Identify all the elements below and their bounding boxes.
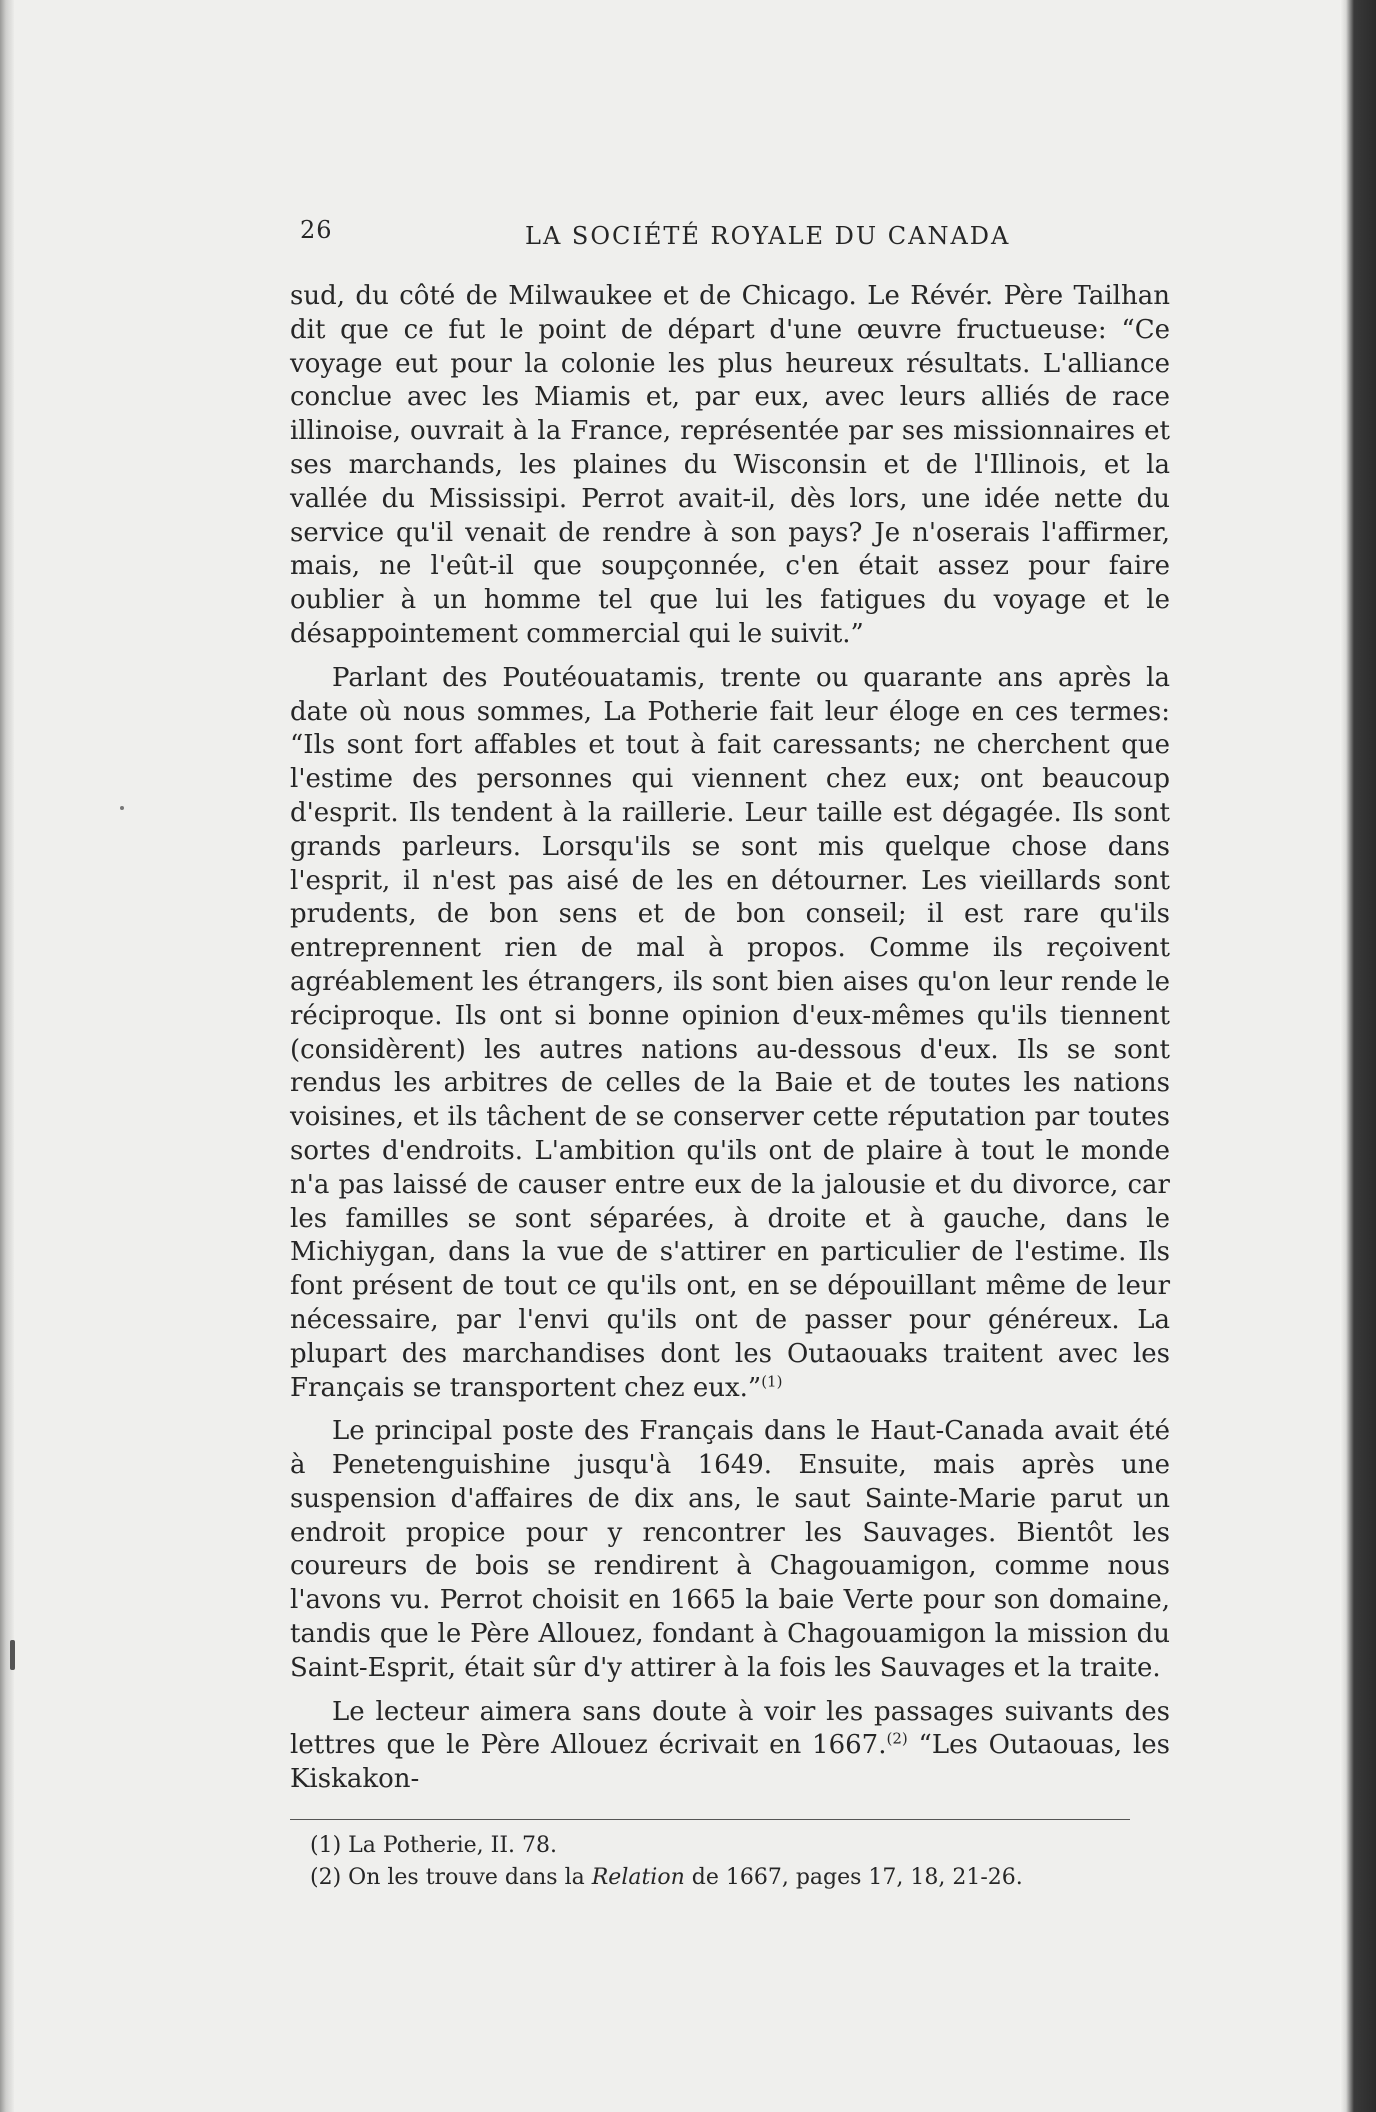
scan-speck [10,1640,15,1670]
footnote-marker: (1) [310,1833,342,1859]
scan-speck [120,806,124,810]
paragraph-1: sud, du côté de Milwaukee et de Chicago. Le Révér. Père Tailhan dit que ce fut le point de départ d'une œuvre fructueuse: “Ce voyage eut pour la colonie les plus heureux résultats. L'alliance conclue avec les Miamis et, par eux, avec leurs alliés de race illinoise, ouvrait à la France, représentée par ses missionnaires et ses marchands, les plaines du Wisconsin et de l'Illinois, et la vallée du Mississipi. Perrot avait-il, dès lors, une idée nette du service qu'il venait de rendre à son pays? Je n'oserais l'affirmer, mais, ne l'eût-il que soupçonnée, c'en était assez pour faire oublier à un homme tel que lui les fatigues du voyage et le désappointement commercial qui le suivit.” [290,281,1170,649]
footnote-ref-2: (2) [886,1729,908,1748]
paragraph-4-continuation: “Les Outaouas, les Kiskakon- [290,1730,1170,1795]
page-header [290,200,1170,252]
body-text [290,280,1170,1797]
running-title: LA SOCIÉTÉ ROYALE DU CANADA [525,222,1011,250]
paragraph-4 [290,1696,1170,1797]
footnotes [290,1830,1170,1894]
footnote-marker: (2) [310,1865,342,1891]
scan-right-edge [1340,0,1376,2112]
scan-left-edge [0,0,14,2112]
footnote-italic-title: Relation [591,1865,685,1891]
footnote-text: La Potherie, II. 78. [348,1833,557,1859]
document-page [290,200,1170,1894]
footnote-text: de 1667, pages 17, 18, 21-26. [691,1865,1023,1891]
paragraph-2 [290,662,1170,1406]
footnote-divider [290,1819,1130,1820]
page-number: 26 [300,216,333,244]
footnote-text: On les trouve dans la [348,1865,585,1891]
paragraph-2-text: Parlant des Poutéouatamis, trente ou quarante ans après la date où nous sommes, La Potherie fait leur éloge en ces termes: “Ils sont fort affables et tout à fait caressants; ne cherchent que l'estime des personnes qui viennent chez eux; ont beaucoup d'esprit. Ils tendent à la raillerie. Leur taille est dégagée. Ils sont grands parleurs. Lorsqu'ils se sont mis quelque chose dans l'esprit, il n'est pas aisé de les en détourner. Les vieillards sont prudents, de bon sens et de bon conseil; il est rare qu'ils entreprennent rien de mal à propos. Comme ils reçoivent agréablement les étrangers, ils sont bien aises qu'on leur rende le réciproque. Ils ont si bonne opinion d'eux-mêmes qu'ils tiennent (considèrent) les autres nations au-dessous d'eux. Ils se sont rendus les arbitres de celles de la Baie et de toutes les nations voisines, et ils tâchent de se conserver cette réputation par toutes sortes d'endroits. L'ambition qu'ils ont de plaire à tout le monde n'a pas laissé de causer entre eux de la jalousie et du divorce, car les familles se sont séparées, à droite et à gauche, dans le Michiygan, dans la vue de s'attirer en particulier de l'estime. Ils font présent de tout ce qu'ils ont, en se dépouillant même de leur nécessaire, par l'envi qu'ils ont de passer pour généreux. La plupart des marchandises dont les Outaouaks traitent avec les Français se transportent chez eux.” [290,662,1170,1403]
paragraph-4-text: Le lecteur aimera sans doute à voir les passages suivants des lettres que le Père Allouez écrivait en 1667. [290,1696,1170,1761]
footnote-ref-1: (1) [761,1371,783,1390]
footnote-1 [310,1830,1170,1862]
footnote-2 [310,1862,1170,1894]
paragraph-3: Le principal poste des Français dans le Haut-Canada avait été à Penetenguishine jusqu'à 1649. Ensuite, mais après une suspension d'affaires de dix ans, le saut Sainte-Marie parut un endroit propice pour y rencontrer les Sauvages. Bientôt les coureurs de bois se rendirent à Chagouamigon, comme nous l'avons vu. Perrot choisit en 1665 la baie Verte pour son domaine, tandis que le Père Allouez, fondant à Chagouamigon la mission du Saint-Esprit, était sûr d'y attirer à la fois les Sauvages et la traite. [290,1416,1170,1683]
